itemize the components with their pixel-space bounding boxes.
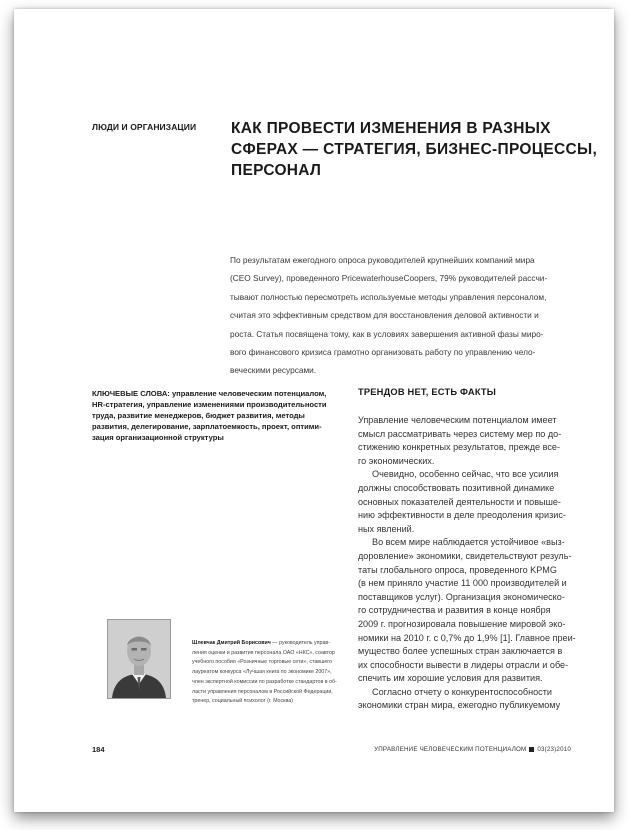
body-paragraph: [358, 686, 591, 713]
author-bio: [192, 639, 342, 707]
author-portrait-icon: [108, 620, 170, 698]
lead-line: вого финансового кризиса грамотно организовать работу по управлению чело-: [230, 347, 536, 358]
journal-name: УПРАВЛЕНИЕ ЧЕЛОВЕЧЕСКИМ ПОТЕНЦИАЛОМ: [374, 746, 527, 753]
issue-number: 03(23)2010: [537, 746, 571, 753]
section-label: ЛЮДИ И ОРГАНИЗАЦИИ: [92, 122, 197, 132]
author-bio-line: лауреатом конкурса «Лучшая книга по экономике 2007»,: [192, 669, 332, 676]
author-photo: [107, 619, 171, 699]
column-heading: ТРЕНДОВ НЕТ, ЕСТЬ ФАКТЫ: [358, 387, 497, 397]
body-line: Согласно отчету о конкурентоспособности: [372, 686, 552, 697]
author-bio-line: ласти управления персоналом в Российской Федерации,: [192, 688, 333, 695]
author-bio-line: ления оценки и развития персонала ОАО «НКС», соавтор: [192, 649, 335, 656]
body-paragraph: [358, 536, 591, 686]
lead-line: тывают полностью пересмотреть используемые методы управления персоналом,: [230, 291, 547, 302]
body-line: номики на 2010 г. с 0,7% до 1,9% [1]. Главное преи-: [358, 632, 576, 643]
body-paragraph: [358, 468, 591, 536]
title-line: ПЕРСОНАЛ: [231, 162, 322, 179]
author-bio-text: — руководитель управ-: [270, 640, 331, 646]
lead-line: веческими ресурсами.: [230, 365, 317, 376]
body-line: экономики стран мира, ежегодно публикуемому: [358, 700, 561, 711]
keywords-block: [92, 388, 337, 443]
body-line: должны способствовать позитивной динамике: [358, 482, 555, 493]
body-line: Очевидно, особенно сейчас, что все усилия: [372, 469, 559, 480]
keywords-line: труда, развитие менеджеров, бюджет развития, методы: [92, 411, 305, 421]
body-line: го экономических.: [358, 455, 435, 466]
body-line: смысл рассматривать через систему мер по до-: [358, 428, 562, 439]
body-line: 2009 г. прогнозировала повышение мировой эко-: [358, 618, 566, 629]
body-paragraph: [358, 414, 591, 468]
square-bullet-icon: [529, 747, 534, 752]
article-body: [358, 414, 591, 713]
body-line: их способности вывести в лидеры отрасли и обе-: [358, 659, 569, 670]
article-title: [231, 118, 611, 181]
keywords-line: HR-стратегия, управление изменениями производительности: [92, 400, 327, 410]
lead-line: (CEO Survey), проведенного PricewaterhouseCoopers, 79% руководителей рассчи-: [230, 273, 548, 284]
body-line: основных показателей деятельности и повыше-: [358, 496, 561, 507]
body-line: Управление человеческим потенциалом имеет: [358, 415, 557, 425]
lead-line: По результатам ежегодного опроса руководителей крупнейших компаний мира: [230, 255, 535, 265]
lead-line: роста. Статья посвящена тому, как в условиях завершения активной фазы миро-: [230, 328, 544, 339]
keywords-line: зация организационной структуры: [92, 433, 224, 443]
body-line: поставщиков услуг). Организация экономическо-: [358, 591, 565, 602]
keywords-line: КЛЮЧЕВЫЕ СЛОВА: управление человеческим потенциалом,: [92, 389, 327, 398]
body-line: ных явлений.: [358, 523, 415, 534]
body-line: таты глобального опроса, проведенного KPMG: [358, 564, 557, 575]
author-bio-line: [192, 639, 342, 649]
author-bio-line: член экспертной комиссии по разработке стандартов в об-: [192, 678, 337, 685]
lead-line: считая это эффективным средством для восстановления деловой активности и: [230, 310, 539, 321]
article-lead: [230, 251, 588, 380]
body-line: Во всем мире наблюдается устойчивое «выз-: [372, 537, 565, 548]
keywords-line: развития, делегирование, зарплатоемкость, проект, оптими-: [92, 422, 322, 432]
body-line: мущество более успешных стран заключается в: [358, 646, 563, 657]
magazine-page: [14, 9, 614, 812]
body-line: спечить им хорошие условия для развития.: [358, 673, 543, 684]
body-line: (в нем приняло участие 11 000 производителей и: [358, 578, 567, 589]
title-line: КАК ПРОВЕСТИ ИЗМЕНЕНИЯ В РАЗНЫХ: [231, 120, 551, 137]
body-line: го сотрудничества и развития в конце ноября: [358, 605, 551, 616]
body-line: нию эффективности в деле преодоления кризис-: [358, 510, 566, 521]
body-line: доровление» экономики, свидетельствуют резуль-: [358, 550, 572, 561]
author-bio-line: тренер, социальный психолог (г. Москва): [192, 698, 293, 705]
page-number: 184: [92, 745, 105, 754]
body-line: стижению конкретных результатов, прежде все-: [358, 442, 560, 453]
title-line: СФЕРАХ — СТРАТЕГИЯ, БИЗНЕС-ПРОЦЕССЫ,: [231, 141, 598, 158]
author-bio-line: учебного пособия «Розничные торговые сети», ставшего: [192, 659, 333, 666]
running-footer: [374, 746, 571, 753]
author-name: Шлевчак Дмитрий Борисович: [192, 640, 271, 646]
